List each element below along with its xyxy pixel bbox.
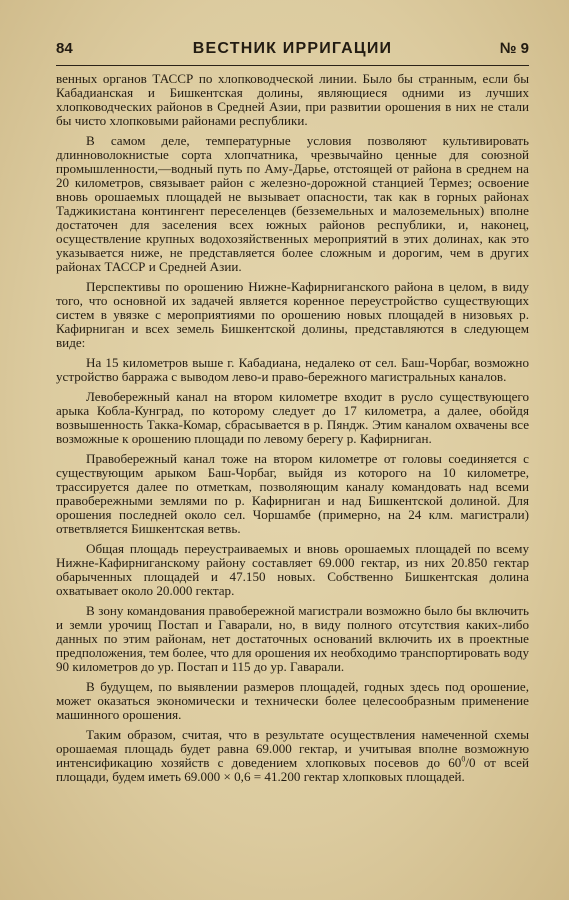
- header-rule: [56, 65, 529, 66]
- journal-title: ВЕСТНИК ИРРИГАЦИИ: [192, 40, 393, 57]
- paragraph: Левобережный канал на втором километре входит в русло существующего арыка Кобла-Кунград, по которому следует до 17 километра, а далее, обойдя возвышенность Такка-Комар, сбрасывается в р. Пяндж. Этим каналом охвачены все возможные к орошению площади по левому берегу р. Кафирниган.: [56, 389, 529, 446]
- paragraph: Общая площадь переустраиваемых и вновь орошаемых площадей по всему Нижне-Кафирниганскому району составляет 69.000 гектар, из них 20.850 гектар обарыченных площадей и 47.150 новых. Собственно Бишкентская долина охватывает около 20.000 гектар.: [56, 541, 529, 598]
- paragraph-text: Таким образом, считая, что в результате осуществления намеченной схемы орошаемая площадь будет равна 69.000 гектар, и учитывая вполне возможную интенсификацию хозяйств с доведением хлопковых посевов до 60: [56, 727, 529, 770]
- page-number: 84: [56, 40, 73, 57]
- paragraph: В зону командования правобережной магистрали возможно было бы включить и земли урочищ Постап и Гаварали, но, в виду полного отсутствия каких-либо данных по этим районам, нет достаточных оснований включить их в проектные предположения, тем более, что для орошения их необходимо транспортировать воду 90 километров до ур. Постап и 115 до ур. Гаварали.: [56, 603, 529, 674]
- paragraph: В самом деле, температурные условия позволяют культивировать длинноволокнистые сорта хлопчатника, чрезвычайно ценные для союзной промышленности,—водный путь по Аму-Дарье, отстоящей от района в среднем на 20 километров, связывает район с железно-дорожной станцией Термез; освоение вновь орошаемых площадей не вызывает опасности, так как в горных районах Таджикистана контингент переселенцев (безземельных и малоземельных) вполне достаточен для заселения всех южных районов республики, и, наконец, осуществление крупных водохозяйственных мероприятий в этих долинах, как это указывается ниже, не представляется более сложным и дорогим, чем в других районах ТАССР и Средней Азии.: [56, 133, 529, 274]
- paragraph: В будущем, по выявлении размеров площадей, годных здесь под орошение, может оказаться экономически и технически более целесообразным применение машинного орошения.: [56, 679, 529, 722]
- issue-number: № 9: [499, 40, 529, 57]
- paragraph: Правобережный канал тоже на втором километре от головы соединяется с существующим арыком Баш-Чорбаг, выйдя из которого на 10 километре, трассируется далее по отметкам, позволяющим каналу командовать над всеми правобережными землями по р. Кафирниган и над Бишкентской долиной. Для орошения последней около сел. Чоршамбе (примерно, на 24 клм. магистрали) ответвляется Бишкентская ветвь.: [56, 451, 529, 536]
- paragraph: На 15 километров выше г. Кабадиана, недалеко от сел. Баш-Чорбаг, возможно устройство барража с выводом лево-и право-бережного магистральных каналов.: [56, 355, 529, 384]
- paragraph-text: /0 от всей площади, будем иметь 69.000 × 0,6 = 41.200 гектар хлопковых площадей.: [56, 755, 529, 784]
- paragraph-last: [56, 728, 529, 784]
- page-header: [56, 40, 529, 62]
- article-body: [56, 72, 529, 790]
- percent-superscript: 0: [461, 754, 466, 764]
- paragraph: Перспективы по орошению Нижне-Кафирниганского района в целом, в виду того, что основной их задачей является коренное переустройство существующих систем в увязке с мероприятиями по орошению новых площадей в низовьях р. Кафирниган и всех земель Бишкентской долины, представляются в следующем виде:: [56, 279, 529, 350]
- paragraph: венных органов ТАССР по хлопководческой линии. Было бы странным, если бы Кабадианская и Бишкентская долины, являющиеся одними из лучших хлопководческих районов в Средней Азии, при развитии орошения в них не стали бы чисто хлопковыми районами республики.: [56, 71, 529, 128]
